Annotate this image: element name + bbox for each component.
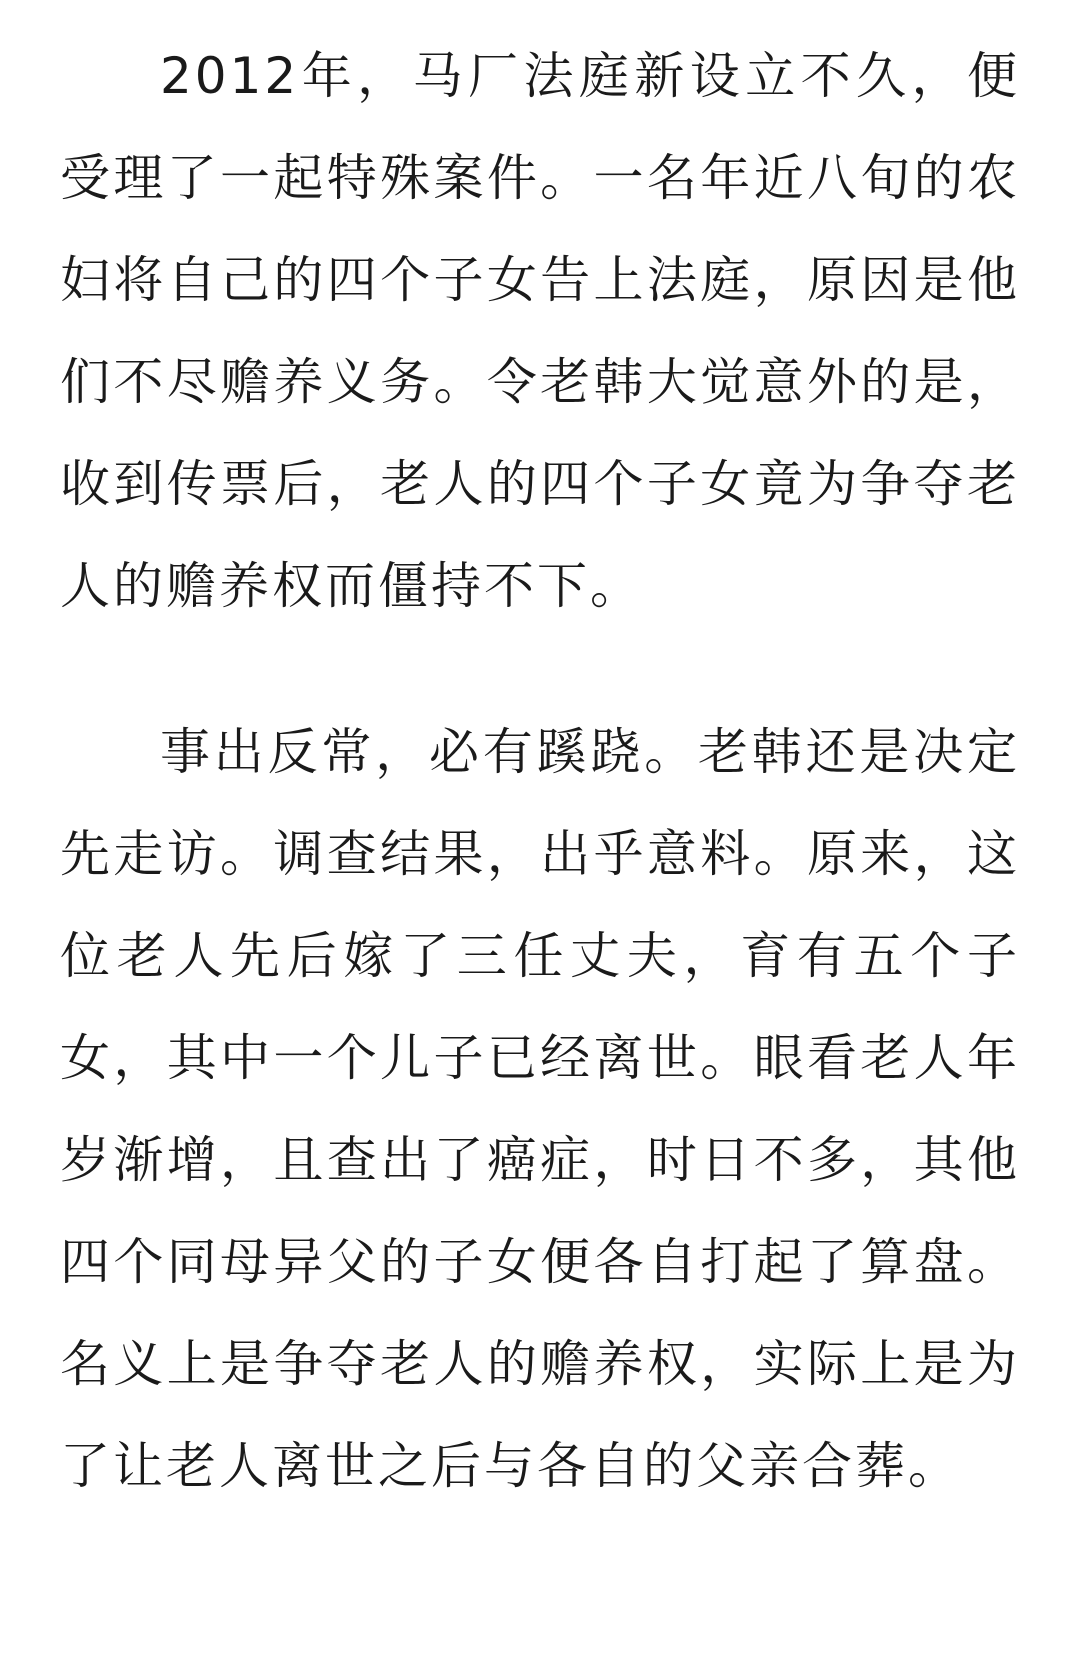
paragraph-2: 事出反常，必有蹊跷。老韩还是决定先走访。调查结果，出乎意料。原来，这位老人先后嫁了三任丈夫，育有五个子女，其中一个儿子已经离世。眼看老人年岁渐增，且查出了癌症，时日不多，其他四个同母异父的子女便各自打起了算盘。名义上是争夺老人的赡养权，实际上是为了让老人离世之后与各自的父亲合葬。	[60, 723, 1020, 1495]
paragraph-1: 2012年，马厂法庭新设立不久，便受理了一起特殊案件。一名年近八旬的农妇将自己的四个子女告上法庭，原因是他们不尽赡养义务。令老韩大觉意外的是，收到传票后，老人的四个子女竟为争夺老人的赡养权而僵持不下。	[60, 47, 1020, 615]
